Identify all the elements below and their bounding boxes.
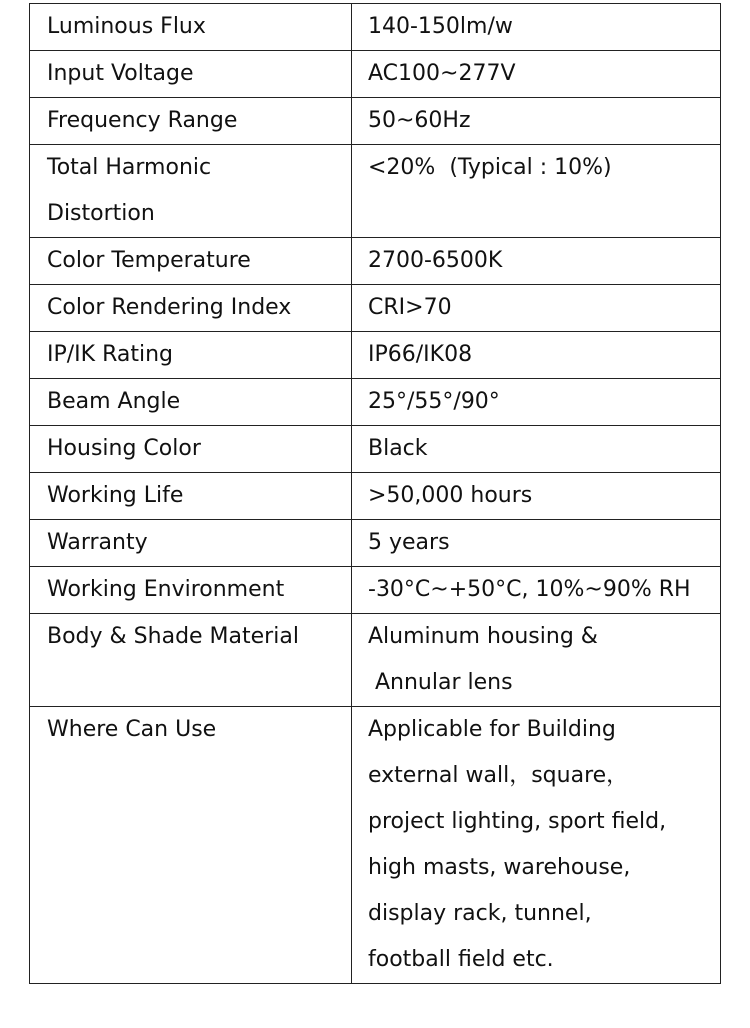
table-row: [30, 145, 721, 238]
spec-value: 140-150lm/w: [352, 4, 721, 51]
table-row: [30, 332, 721, 379]
spec-label: Luminous Flux: [30, 4, 352, 51]
table-row: [30, 426, 721, 473]
spec-value: 5 years: [352, 520, 721, 567]
spec-value: >50,000 hours: [352, 473, 721, 520]
spec-value: 50~60Hz: [352, 98, 721, 145]
spec-label: Total Harmonic Distortion: [30, 145, 352, 238]
table-row: [30, 4, 721, 51]
spec-label: Where Can Use: [30, 707, 352, 984]
spec-table-body: [30, 4, 721, 984]
table-row: [30, 567, 721, 614]
table-row: [30, 51, 721, 98]
table-row: [30, 614, 721, 707]
table-row: [30, 707, 721, 984]
spec-value: Applicable for Building external wall，square， project lighting, sport field, high masts, warehouse, display rack, tunnel, football field etc.: [352, 707, 721, 984]
spec-label: Body & Shade Material: [30, 614, 352, 707]
spec-label: Housing Color: [30, 426, 352, 473]
spec-value: CRI>70: [352, 285, 721, 332]
spec-value: 25°/55°/90°: [352, 379, 721, 426]
spec-value: -30°C~+50°C, 10%~90% RH: [352, 567, 721, 614]
table-row: [30, 473, 721, 520]
spec-label: Beam Angle: [30, 379, 352, 426]
spec-label: Working Environment: [30, 567, 352, 614]
spec-label: Working Life: [30, 473, 352, 520]
spec-value: IP66/IK08: [352, 332, 721, 379]
table-row: [30, 285, 721, 332]
spec-value: <20% (Typical : 10%): [352, 145, 721, 238]
spec-label: Color Temperature: [30, 238, 352, 285]
spec-value: AC100~277V: [352, 51, 721, 98]
table-row: [30, 98, 721, 145]
spec-label: Color Rendering Index: [30, 285, 352, 332]
table-row: [30, 520, 721, 567]
spec-value: Black: [352, 426, 721, 473]
table-row: [30, 379, 721, 426]
table-row: [30, 238, 721, 285]
spec-label: Warranty: [30, 520, 352, 567]
spec-value: 2700-6500K: [352, 238, 721, 285]
spec-label: IP/IK Rating: [30, 332, 352, 379]
spec-label: Input Voltage: [30, 51, 352, 98]
spec-label: Frequency Range: [30, 98, 352, 145]
spec-value: Aluminum housing & Annular lens: [352, 614, 721, 707]
spec-table: [29, 3, 721, 984]
